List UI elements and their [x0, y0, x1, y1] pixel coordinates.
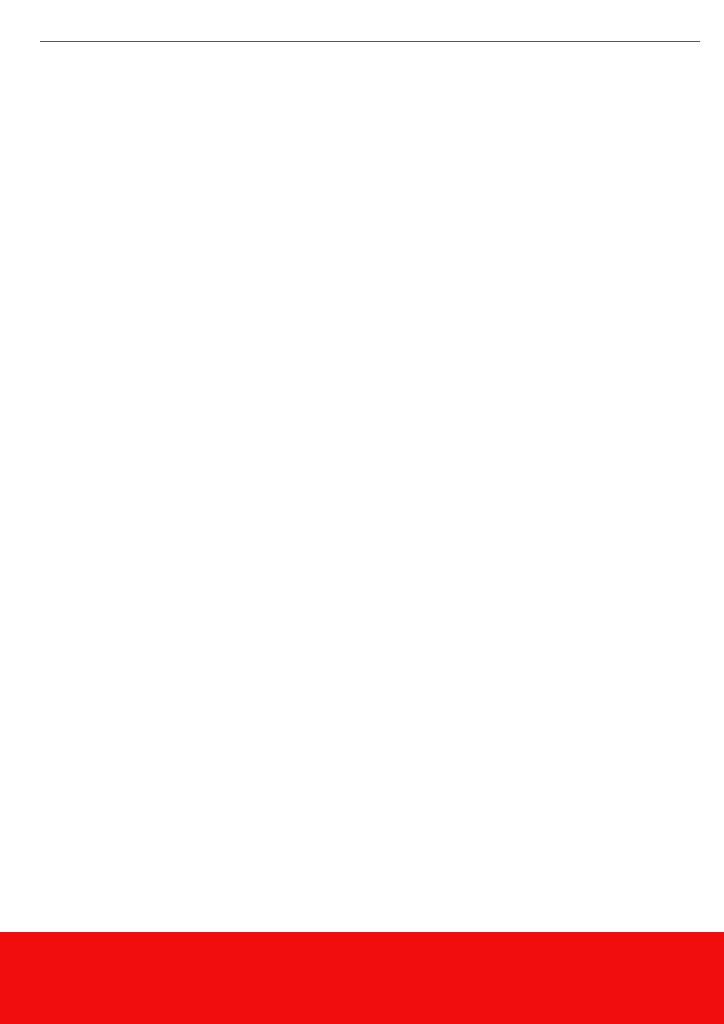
- results-table: [40, 41, 700, 42]
- date-footer: [0, 932, 724, 1024]
